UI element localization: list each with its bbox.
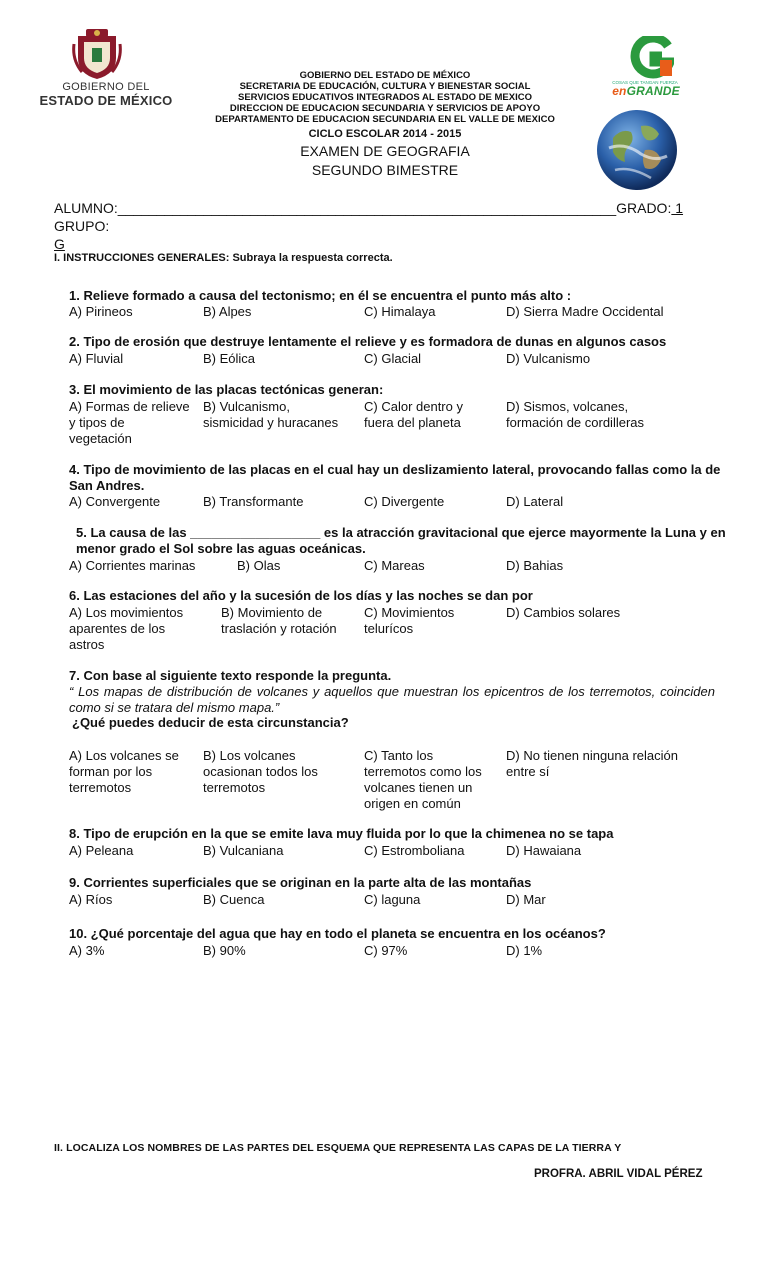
- q6-option-c[interactable]: C) Movimientos telurícos: [364, 605, 455, 636]
- q9-option-c[interactable]: C) laguna: [364, 892, 421, 907]
- alumno-label: ALUMNO:: [54, 200, 118, 216]
- q8-option-a[interactable]: A) Peleana: [69, 843, 134, 858]
- gobierno-estado-mexico-logo: [36, 26, 176, 110]
- question-2: 2. Tipo de erosión que destruye lentamente el relieve y es formadora de dunas en algunos casos: [69, 334, 667, 349]
- q5-option-d[interactable]: D) Bahias: [506, 558, 564, 573]
- question-5: 5. La causa de las __________________ es la atracción gravitacional que ejerce mayormente la Luna y en menor grado el Sol sobre las aguas oceánicas.: [76, 525, 726, 556]
- logo-right-text: [604, 84, 688, 98]
- q6-option-a[interactable]: A) Los movimientos aparentes de los astros: [69, 605, 184, 652]
- q9-option-a[interactable]: A) Ríos: [69, 892, 113, 907]
- q8-option-d[interactable]: D) Hawaiana: [506, 843, 582, 858]
- q1-option-b[interactable]: B) Alpes: [203, 304, 252, 319]
- q9-option-d[interactable]: D) Mar: [506, 892, 546, 907]
- question-10: 10. ¿Qué porcentaje del agua que hay en todo el planeta se encuentra en los océanos?: [69, 926, 606, 941]
- q3-option-d[interactable]: D) Sismos, volcanes, formación de cordilleras: [506, 399, 645, 430]
- q4-option-c[interactable]: C) Divergente: [364, 494, 445, 509]
- logo-left-line1: GOBIERNO DEL: [62, 81, 150, 93]
- q4-option-d[interactable]: D) Lateral: [506, 494, 564, 509]
- q3-option-b[interactable]: B) Vulcanismo, sismicidad y huracanes: [203, 399, 339, 430]
- g-logo-icon: [630, 36, 674, 80]
- q2-option-b[interactable]: B) Eólica: [203, 351, 256, 366]
- q7-option-b[interactable]: B) Los volcanes ocasionan todos los terremotos: [203, 748, 318, 795]
- q1-option-c[interactable]: C) Himalaya: [364, 304, 436, 319]
- question-8: 8. Tipo de erupción en la que se emite lava muy fluida por lo que la chimenea no se tapa: [69, 826, 614, 841]
- globe-icon: [595, 108, 679, 192]
- q7-option-c[interactable]: C) Tanto los terremotos como los volcanes tienen un origen en común: [364, 748, 482, 811]
- q6-option-b[interactable]: B) Movimiento de traslación y rotación: [221, 605, 337, 636]
- q10-option-c[interactable]: C) 97%: [364, 943, 408, 958]
- logo-grande: GRANDE: [626, 84, 680, 98]
- header-line-2: SECRETARIA DE EDUCACIÓN, CULTURA Y BIENESTAR SOCIAL: [239, 81, 531, 92]
- q2-option-c[interactable]: C) Glacial: [364, 351, 422, 366]
- student-info: [54, 199, 734, 253]
- q2-option-a[interactable]: A) Fluvial: [69, 351, 124, 366]
- q3-option-c[interactable]: C) Calor dentro y fuera del planeta: [364, 399, 463, 430]
- q1-option-d[interactable]: D) Sierra Madre Occidental: [506, 304, 664, 319]
- q7-option-a[interactable]: A) Los volcanes se forman por los terremotos: [69, 748, 179, 795]
- alumno-blank[interactable]: ________________________________________________________________: [117, 200, 617, 216]
- logo-en: en: [612, 84, 627, 98]
- q10-option-d[interactable]: D) 1%: [506, 943, 543, 958]
- coat-of-arms-icon: [72, 26, 122, 80]
- question-6: 6. Las estaciones del año y la sucesión de los días y las noches se dan por: [69, 588, 533, 603]
- q9-option-b[interactable]: B) Cuenca: [203, 892, 265, 907]
- q5-option-a[interactable]: A) Corrientes marinas: [69, 558, 196, 573]
- grupo-value: G: [54, 236, 65, 252]
- exam-subtitle: SEGUNDO BIMESTRE: [311, 162, 459, 178]
- q2-option-d[interactable]: D) Vulcanismo: [506, 351, 591, 366]
- q5-option-c[interactable]: C) Mareas: [364, 558, 425, 573]
- header-line-4: DIRECCION DE EDUCACION SECUNDARIA Y SERVICIOS DE APOYO: [229, 103, 541, 114]
- logo-right-small: COSAS QUE TANGAN FUERZA: [612, 80, 678, 85]
- q10-option-a[interactable]: A) 3%: [69, 943, 105, 958]
- grado-label: GRADO:: [616, 200, 672, 216]
- q5-option-b[interactable]: B) Olas: [237, 558, 281, 573]
- q8-option-b[interactable]: B) Vulcaniana: [203, 843, 284, 858]
- q6-option-d[interactable]: D) Cambios solares: [506, 605, 621, 620]
- q4-option-a[interactable]: A) Convergente: [69, 494, 161, 509]
- question-7: 7. Con base al siguiente texto responde la pregunta.: [69, 668, 392, 683]
- q3-option-a[interactable]: A) Formas de relieve y tipos de vegetación: [69, 399, 190, 446]
- question-4: 4. Tipo de movimiento de las placas en el cual hay un deslizamiento lateral, provocando fallas como la de San Andres.: [69, 462, 721, 493]
- header-line-5: DEPARTAMENTO DE EDUCACION SECUNDARIA EN EL VALLE DE MEXICO: [215, 114, 555, 125]
- engrande-logo: [600, 36, 690, 100]
- section-2-instructions: II. LOCALIZA LOS NOMBRES DE LAS PARTES DEL ESQUEMA QUE REPRESENTA LAS CAPAS DE LA TIERRA Y: [54, 1142, 622, 1154]
- general-instructions: I. INSTRUCCIONES GENERALES: Subraya la respuesta correcta.: [54, 252, 393, 264]
- question-3: 3. El movimiento de las placas tectónicas generan:: [69, 382, 384, 397]
- school-cycle: CICLO ESCOLAR 2014 - 2015: [308, 128, 462, 140]
- q1-option-a[interactable]: A) Pirineos: [69, 304, 133, 319]
- logo-left-line2: ESTADO DE MÉXICO: [39, 93, 173, 108]
- teacher-name: PROFRA. ABRIL VIDAL PÉREZ: [534, 1168, 703, 1180]
- exam-title: EXAMEN DE GEOGRAFIA: [300, 143, 470, 159]
- grado-value: 1: [671, 200, 684, 216]
- header-line-3: SERVICIOS EDUCATIVOS INTEGRADOS AL ESTADO DE MEXICO: [237, 92, 532, 103]
- q4-option-b[interactable]: B) Transformante: [203, 494, 304, 509]
- question-7-quote: “ Los mapas de distribución de volcanes y aquellos que muestran los epicentros de los terremotos, coinciden como si se tratara del mismo mapa.”: [69, 684, 715, 715]
- question-7-sub: ¿Qué puedes deducir de esta circunstancia?: [72, 715, 349, 730]
- q10-option-b[interactable]: B) 90%: [203, 943, 246, 958]
- question-9: 9. Corrientes superficiales que se originan en la parte alta de las montañas: [69, 875, 532, 890]
- grupo-label: GRUPO:: [54, 218, 110, 234]
- q7-option-d[interactable]: D) No tienen ninguna relación entre sí: [506, 748, 678, 779]
- q8-option-c[interactable]: C) Estromboliana: [364, 843, 465, 858]
- header-line-1: GOBIERNO DEL ESTADO DE MÉXICO: [299, 70, 471, 81]
- question-1: 1. Relieve formado a causa del tectonismo; en él se encuentra el punto más alto :: [69, 288, 572, 303]
